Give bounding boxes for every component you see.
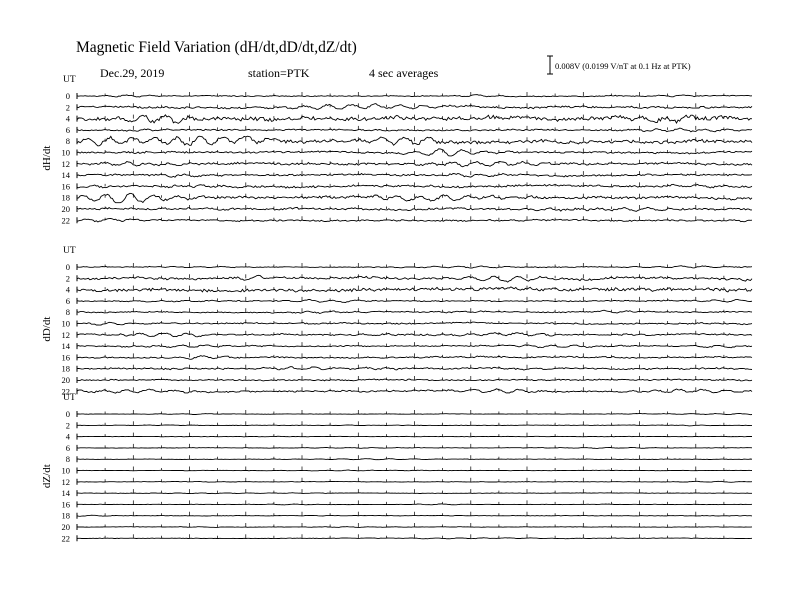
hour-label: 12	[61, 476, 70, 487]
hour-label: 2	[65, 273, 70, 284]
hour-label: 4	[65, 284, 70, 295]
hour-label: 20	[61, 204, 70, 214]
chart-title: Magnetic Field Variation (dH/dt,dD/dt,dZ/dt)	[76, 39, 357, 56]
hour-label: 16	[61, 499, 70, 510]
hour-label: 0	[65, 409, 70, 419]
hour-label: 6	[65, 442, 70, 453]
ut-label: UT	[63, 246, 76, 256]
hour-label: 2	[65, 420, 70, 431]
hour-label: 18	[61, 510, 70, 521]
hour-label: 12	[61, 158, 70, 169]
hour-label: 12	[61, 329, 70, 340]
hour-label: 4	[65, 113, 70, 124]
hour-label: 0	[65, 262, 70, 272]
hour-label: 4	[65, 431, 70, 442]
hour-label: 16	[61, 352, 70, 363]
hour-label: 8	[65, 136, 70, 147]
panel-ylabel: dD/dt	[41, 316, 53, 342]
panel-dddt	[41, 246, 752, 396]
hour-label: 8	[65, 454, 70, 465]
hour-label: 22	[61, 215, 70, 226]
hour-label: 18	[61, 192, 70, 203]
hour-label: 10	[61, 147, 70, 158]
ut-label: UT	[63, 75, 76, 85]
hour-label: 10	[61, 318, 70, 329]
hour-label: 22	[61, 386, 70, 397]
hour-label: 14	[61, 488, 70, 499]
panel-dhdt	[41, 75, 752, 225]
ut-label: UT	[63, 393, 76, 403]
hour-label: 18	[61, 363, 70, 374]
panel-ylabel: dZ/dt	[41, 464, 53, 489]
hour-label: 2	[65, 102, 70, 113]
hour-label: 0	[65, 91, 70, 101]
hour-label: 20	[61, 375, 70, 385]
hour-label: 14	[61, 341, 70, 352]
hour-label: 8	[65, 307, 70, 318]
scale-label: 0.008V (0.0199 V/nT at 0.1 Hz at PTK)	[555, 61, 691, 71]
hour-label: 6	[65, 124, 70, 135]
station-label: station=PTK	[248, 66, 310, 80]
hour-label: 6	[65, 295, 70, 306]
hour-label: 10	[61, 465, 70, 476]
panel-ylabel: dH/dt	[41, 145, 53, 171]
date-label: Dec.29, 2019	[100, 66, 165, 80]
averaging-label: 4 sec averages	[369, 66, 439, 80]
hour-label: 20	[61, 522, 70, 532]
hour-label: 16	[61, 181, 70, 192]
hour-label: 22	[61, 533, 70, 544]
hour-label: 14	[61, 170, 70, 181]
panel-dzdt	[41, 393, 752, 543]
